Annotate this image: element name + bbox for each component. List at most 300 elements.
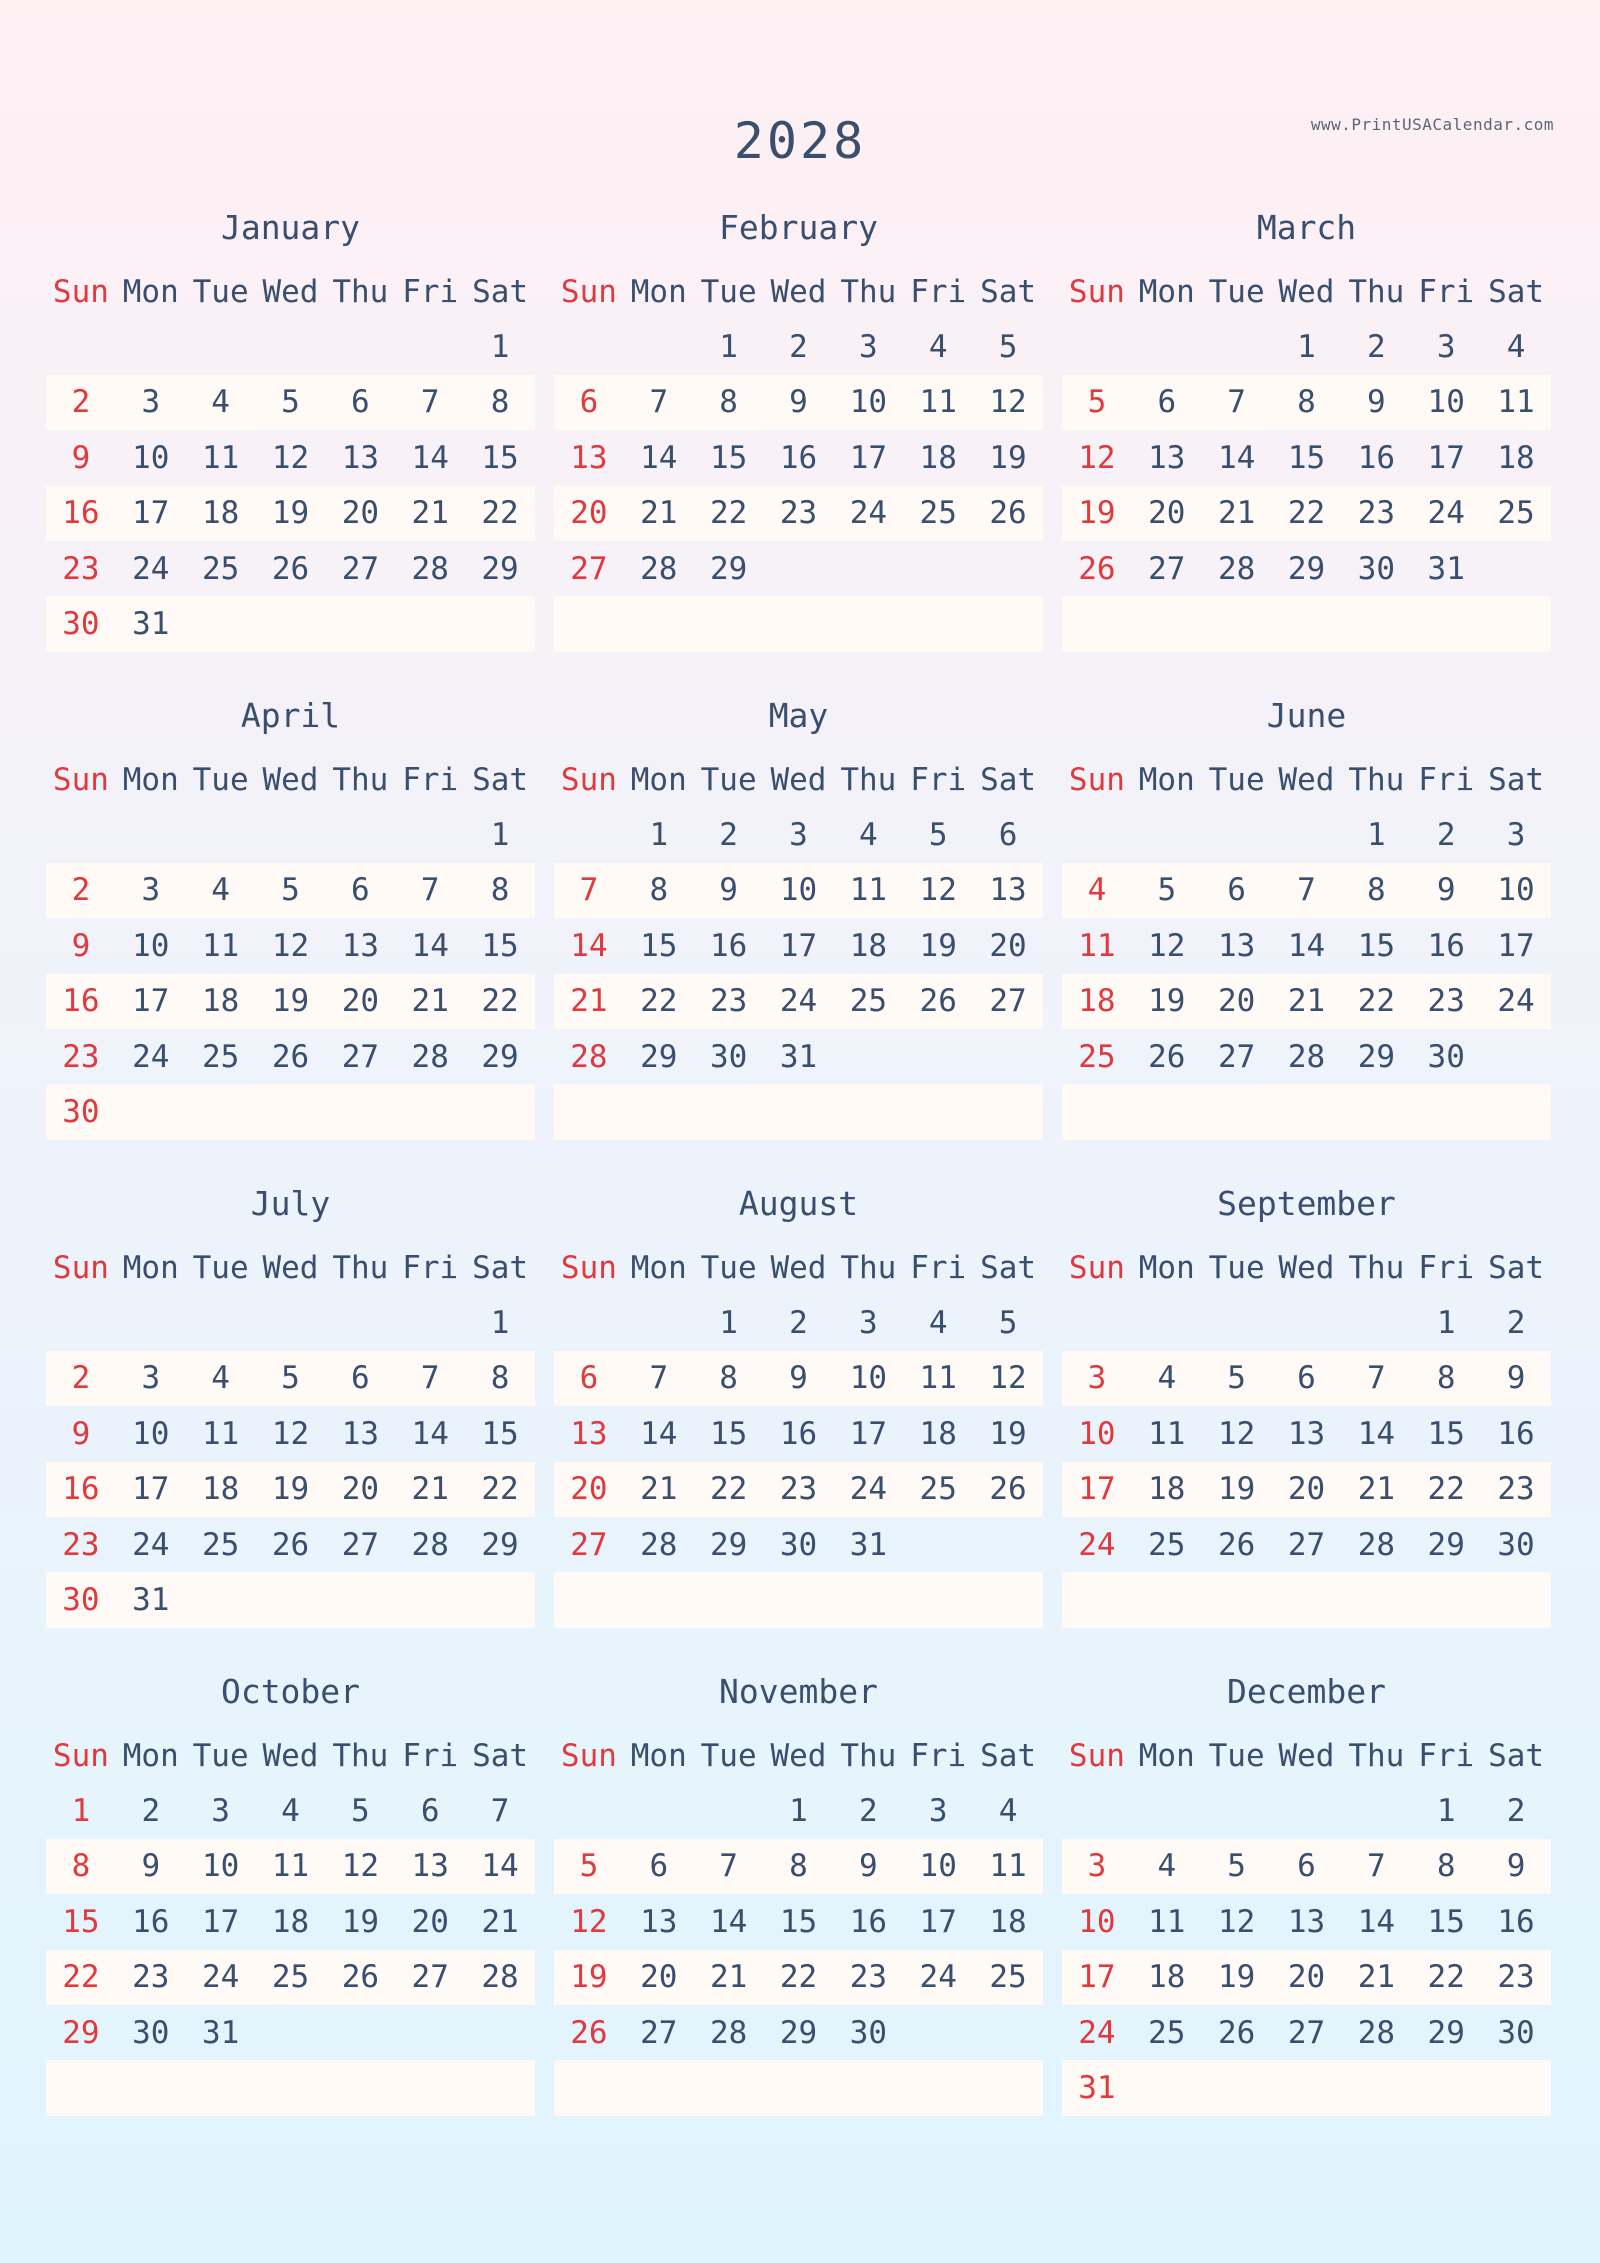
month-may — [554, 688, 1043, 1176]
day-cell: 28 — [1287, 1038, 1326, 1075]
day-cell: 13 — [570, 439, 608, 476]
day-cell: 12 — [271, 1415, 310, 1452]
week-row — [554, 2005, 1043, 2060]
day-cell: 30 — [1497, 1526, 1535, 1563]
month-september — [1062, 1176, 1551, 1664]
week-row — [554, 1572, 1043, 1627]
week-row — [554, 918, 1043, 973]
weekday-label: Tue — [1208, 1737, 1265, 1774]
day-cell: 14 — [570, 927, 608, 964]
day-cell: 4 — [211, 384, 230, 421]
week-row — [46, 596, 535, 651]
day-cell: 19 — [1078, 495, 1116, 532]
day-cell: 19 — [989, 1415, 1027, 1452]
day-cell: 23 — [62, 1038, 100, 1075]
day-cell: 2 — [789, 1305, 808, 1342]
week-row — [554, 1783, 1043, 1838]
day-cell: 25 — [919, 1471, 957, 1508]
year-title: 2028 — [733, 112, 867, 170]
calendar-grid — [46, 200, 1552, 2152]
weekday-label: Wed — [262, 1737, 319, 1774]
day-cell: 20 — [341, 1471, 380, 1508]
day-cell: 6 — [1157, 384, 1177, 421]
weekday-header — [1062, 264, 1551, 319]
day-cell: 20 — [989, 927, 1027, 964]
weekday-label: Fri — [910, 1737, 967, 1774]
weekday-label: Fri — [402, 761, 459, 798]
day-cell: 22 — [62, 1959, 100, 1996]
week-row — [46, 1406, 535, 1461]
day-cell: 14 — [411, 1415, 449, 1452]
day-cell: 1 — [490, 329, 510, 366]
day-cell: 11 — [271, 1848, 310, 1885]
weekday-label: Sun — [1068, 761, 1125, 798]
weekday-label: Sun — [1068, 273, 1125, 310]
day-cell: 28 — [1357, 2014, 1396, 2051]
weekday-label: Fri — [1418, 761, 1475, 798]
day-cell: 29 — [709, 550, 748, 587]
day-cell: 26 — [1078, 550, 1116, 587]
day-cell: 18 — [1148, 1471, 1186, 1508]
weekday-label: Sat — [472, 1249, 529, 1286]
week-row — [1062, 319, 1551, 374]
day-cell: 3 — [1436, 329, 1456, 366]
day-cell: 11 — [201, 439, 240, 476]
day-cell: 9 — [789, 1360, 808, 1397]
week-row — [46, 1517, 535, 1572]
week-row — [46, 1029, 535, 1084]
weekday-label: Wed — [262, 761, 319, 798]
day-cell: 5 — [928, 817, 948, 854]
day-cell: 5 — [281, 384, 300, 421]
day-cell: 11 — [1078, 927, 1116, 964]
week-row — [554, 596, 1043, 651]
day-cell: 11 — [1148, 1415, 1186, 1452]
day-cell: 21 — [1357, 1471, 1396, 1508]
day-cell: 24 — [849, 495, 888, 532]
day-cell: 11 — [849, 872, 888, 909]
weekday-label: Sat — [472, 761, 529, 798]
day-cell: 5 — [998, 329, 1018, 366]
week-row — [1062, 1839, 1551, 1894]
weekday-header — [46, 1240, 535, 1295]
day-cell: 6 — [420, 1793, 440, 1830]
weekday-label: Fri — [402, 273, 459, 310]
weekday-label: Mon — [122, 1249, 179, 1286]
day-cell: 9 — [1506, 1360, 1526, 1397]
day-cell: 3 — [1087, 1848, 1107, 1885]
day-cell: 21 — [709, 1959, 748, 1996]
day-cell: 15 — [640, 927, 678, 964]
day-cell: 6 — [1297, 1848, 1316, 1885]
weekday-label: Thu — [840, 761, 897, 798]
day-cell: 20 — [411, 1903, 449, 1940]
day-cell: 21 — [411, 495, 449, 532]
day-cell: 6 — [649, 1848, 669, 1885]
week-row — [1062, 807, 1551, 862]
day-cell: 7 — [420, 384, 440, 421]
week-row — [1062, 541, 1551, 596]
week-row — [46, 974, 535, 1029]
weekday-label: Wed — [262, 273, 319, 310]
weekday-label: Sat — [980, 273, 1037, 310]
month-title: July — [250, 1184, 331, 1223]
day-cell: 28 — [411, 550, 449, 587]
day-cell: 7 — [420, 1360, 440, 1397]
day-cell: 3 — [789, 817, 808, 854]
day-cell: 12 — [1148, 927, 1186, 964]
month-november — [554, 1664, 1043, 2152]
day-cell: 4 — [998, 1793, 1018, 1830]
day-cell: 9 — [71, 439, 91, 476]
day-cell: 19 — [271, 1471, 310, 1508]
weekday-label: Sat — [472, 273, 529, 310]
day-cell: 18 — [919, 439, 957, 476]
weekday-label: Wed — [770, 273, 827, 310]
day-cell: 24 — [1078, 2014, 1116, 2051]
day-cell: 6 — [579, 384, 599, 421]
day-cell: 27 — [570, 550, 608, 587]
week-row — [554, 1406, 1043, 1461]
day-cell: 29 — [481, 1526, 519, 1563]
day-cell: 11 — [919, 1360, 957, 1397]
day-cell: 12 — [1078, 439, 1116, 476]
week-row — [554, 1950, 1043, 2005]
day-cell: 30 — [1357, 550, 1396, 587]
day-cell: 14 — [1217, 439, 1256, 476]
day-cell: 18 — [1497, 439, 1535, 476]
week-row — [554, 1295, 1043, 1350]
day-cell: 24 — [132, 550, 170, 587]
weekday-label: Sun — [560, 1737, 617, 1774]
day-cell: 2 — [141, 1793, 161, 1830]
day-cell: 28 — [570, 1038, 608, 1075]
day-cell: 12 — [989, 384, 1027, 421]
weekday-header — [554, 752, 1043, 807]
day-cell: 11 — [1497, 384, 1535, 421]
day-cell: 30 — [709, 1038, 748, 1075]
day-cell: 21 — [411, 983, 449, 1020]
day-cell: 17 — [201, 1903, 240, 1940]
week-row — [554, 974, 1043, 1029]
week-row — [1062, 1517, 1551, 1572]
day-cell: 11 — [1148, 1903, 1186, 1940]
month-april — [46, 688, 535, 1176]
day-cell: 5 — [1227, 1848, 1246, 1885]
weekday-label: Wed — [262, 1249, 319, 1286]
weekday-label: Thu — [332, 273, 389, 310]
day-cell: 5 — [281, 1360, 300, 1397]
day-cell: 6 — [1297, 1360, 1316, 1397]
week-row — [554, 863, 1043, 918]
month-august — [554, 1176, 1043, 1664]
day-cell: 22 — [709, 495, 748, 532]
day-cell: 22 — [779, 1959, 818, 1996]
day-cell: 11 — [201, 1415, 240, 1452]
week-row — [46, 1572, 535, 1627]
day-cell: 24 — [849, 1471, 888, 1508]
day-cell: 3 — [141, 1360, 161, 1397]
day-cell: 2 — [1506, 1793, 1526, 1830]
day-cell: 8 — [1436, 1360, 1456, 1397]
day-cell: 18 — [919, 1415, 957, 1452]
day-cell: 5 — [1087, 384, 1107, 421]
weekday-label: Sat — [1488, 1249, 1545, 1286]
weekday-label: Thu — [840, 273, 897, 310]
day-cell: 25 — [271, 1959, 310, 1996]
day-cell: 3 — [141, 872, 161, 909]
day-cell: 27 — [1287, 2014, 1326, 2051]
week-row — [554, 1839, 1043, 1894]
day-cell: 24 — [201, 1959, 240, 1996]
day-cell: 10 — [132, 927, 170, 964]
day-cell: 4 — [1087, 872, 1107, 909]
weekday-label: Fri — [910, 761, 967, 798]
day-cell: 25 — [201, 550, 240, 587]
day-cell: 18 — [201, 1471, 240, 1508]
day-cell: 9 — [1367, 384, 1386, 421]
day-cell: 13 — [341, 439, 380, 476]
month-title: September — [1217, 1184, 1396, 1223]
day-cell: 29 — [709, 1526, 748, 1563]
day-cell: 21 — [1357, 1959, 1396, 1996]
day-cell: 16 — [62, 495, 100, 532]
day-cell: 19 — [1217, 1471, 1256, 1508]
weekday-label: Thu — [1348, 273, 1405, 310]
week-row — [46, 1894, 535, 1949]
weekday-label: Mon — [122, 273, 179, 310]
day-cell: 22 — [709, 1471, 748, 1508]
week-row — [1062, 1406, 1551, 1461]
day-cell: 15 — [481, 1415, 519, 1452]
day-cell: 22 — [1357, 983, 1396, 1020]
weekday-label: Fri — [910, 1249, 967, 1286]
day-cell: 1 — [789, 1793, 808, 1830]
day-cell: 23 — [849, 1959, 888, 1996]
day-cell: 1 — [1436, 1305, 1456, 1342]
day-cell: 15 — [481, 927, 519, 964]
day-cell: 25 — [201, 1038, 240, 1075]
day-cell: 17 — [132, 495, 170, 532]
day-cell: 13 — [341, 927, 380, 964]
day-cell: 11 — [989, 1848, 1027, 1885]
day-cell: 23 — [62, 550, 100, 587]
day-cell: 22 — [481, 1471, 519, 1508]
weekday-label: Sun — [1068, 1737, 1125, 1774]
day-cell: 28 — [1357, 1526, 1396, 1563]
week-row — [554, 1462, 1043, 1517]
weekday-label: Fri — [1418, 1737, 1475, 1774]
weekday-header — [46, 1728, 535, 1783]
day-cell: 14 — [1357, 1903, 1396, 1940]
day-cell: 28 — [640, 1526, 678, 1563]
day-cell: 4 — [1157, 1848, 1177, 1885]
weekday-label: Thu — [1348, 1737, 1405, 1774]
day-cell: 19 — [271, 983, 310, 1020]
day-cell: 1 — [719, 1305, 738, 1342]
day-cell: 29 — [1357, 1038, 1396, 1075]
day-cell: 4 — [928, 329, 948, 366]
day-cell: 7 — [1367, 1848, 1386, 1885]
month-title: December — [1227, 1672, 1386, 1711]
day-cell: 20 — [1148, 495, 1186, 532]
week-row — [554, 541, 1043, 596]
day-cell: 11 — [201, 927, 240, 964]
day-cell: 14 — [481, 1848, 519, 1885]
day-cell: 30 — [1497, 2014, 1535, 2051]
day-cell: 5 — [579, 1848, 599, 1885]
day-cell: 14 — [640, 1415, 678, 1452]
week-row — [46, 319, 535, 374]
day-cell: 2 — [789, 329, 808, 366]
day-cell: 15 — [1427, 1903, 1465, 1940]
day-cell: 6 — [351, 872, 370, 909]
week-row — [554, 1894, 1043, 1949]
day-cell: 28 — [640, 550, 678, 587]
weekday-label: Mon — [630, 273, 687, 310]
day-cell: 27 — [640, 2014, 678, 2051]
weekday-header — [46, 264, 535, 319]
day-cell: 13 — [1287, 1903, 1326, 1940]
day-cell: 19 — [1217, 1959, 1256, 1996]
week-row — [1062, 596, 1551, 651]
day-cell: 13 — [989, 872, 1027, 909]
weekday-label: Wed — [1278, 1737, 1335, 1774]
month-title: June — [1266, 696, 1347, 735]
day-cell: 2 — [859, 1793, 878, 1830]
weekday-label: Thu — [1348, 761, 1405, 798]
day-cell: 23 — [1497, 1471, 1535, 1508]
day-cell: 18 — [849, 927, 888, 964]
weekday-header — [554, 1240, 1043, 1295]
day-cell: 16 — [1497, 1903, 1535, 1940]
day-cell: 20 — [570, 495, 608, 532]
day-cell: 1 — [490, 817, 510, 854]
day-cell: 10 — [132, 439, 170, 476]
day-cell: 7 — [420, 872, 440, 909]
day-cell: 4 — [1157, 1360, 1177, 1397]
month-february — [554, 200, 1043, 688]
week-row — [554, 807, 1043, 862]
weekday-label: Sat — [1488, 761, 1545, 798]
day-cell: 9 — [71, 927, 91, 964]
day-cell: 18 — [989, 1903, 1027, 1940]
day-cell: 19 — [341, 1903, 380, 1940]
weekday-header — [554, 1728, 1043, 1783]
day-cell: 8 — [1436, 1848, 1456, 1885]
day-cell: 25 — [1078, 1038, 1116, 1075]
day-cell: 5 — [1227, 1360, 1246, 1397]
day-cell: 28 — [411, 1526, 449, 1563]
day-cell: 7 — [649, 384, 669, 421]
day-cell: 9 — [71, 1415, 91, 1452]
weekday-label: Wed — [770, 1249, 827, 1286]
weekday-label: Tue — [1208, 1249, 1265, 1286]
day-cell: 25 — [1497, 495, 1535, 532]
day-cell: 10 — [1427, 384, 1465, 421]
day-cell: 26 — [570, 2014, 608, 2051]
day-cell: 11 — [919, 384, 957, 421]
day-cell: 17 — [849, 1415, 888, 1452]
day-cell: 19 — [989, 439, 1027, 476]
day-cell: 10 — [1078, 1903, 1116, 1940]
day-cell: 29 — [640, 1038, 678, 1075]
week-row — [554, 1029, 1043, 1084]
weekday-label: Fri — [402, 1249, 459, 1286]
day-cell: 25 — [919, 495, 957, 532]
day-cell: 18 — [271, 1903, 310, 1940]
weekday-label: Sun — [560, 273, 617, 310]
weekday-label: Thu — [332, 1737, 389, 1774]
day-cell: 26 — [341, 1959, 380, 1996]
weekday-label: Tue — [192, 1249, 249, 1286]
day-cell: 18 — [1078, 983, 1116, 1020]
day-cell: 31 — [201, 2014, 240, 2051]
day-cell: 23 — [1497, 1959, 1535, 1996]
day-cell: 23 — [709, 983, 748, 1020]
day-cell: 12 — [919, 872, 957, 909]
day-cell: 21 — [411, 1471, 449, 1508]
week-row — [554, 486, 1043, 541]
month-title: May — [768, 696, 829, 735]
day-cell: 4 — [211, 1360, 230, 1397]
day-cell: 27 — [1287, 1526, 1326, 1563]
day-cell: 3 — [211, 1793, 230, 1830]
day-cell: 2 — [1367, 329, 1386, 366]
day-cell: 30 — [62, 1094, 100, 1131]
day-cell: 31 — [849, 1526, 888, 1563]
weekday-label: Thu — [332, 1249, 389, 1286]
weekday-label: Sun — [560, 1249, 617, 1286]
month-title: April — [240, 696, 341, 735]
day-cell: 4 — [928, 1305, 948, 1342]
day-cell: 8 — [1297, 384, 1316, 421]
day-cell: 26 — [271, 1038, 310, 1075]
day-cell: 15 — [709, 439, 748, 476]
day-cell: 30 — [132, 2014, 170, 2051]
day-cell: 25 — [989, 1959, 1027, 1996]
day-cell: 15 — [709, 1415, 748, 1452]
day-cell: 5 — [281, 872, 300, 909]
day-cell: 8 — [1367, 872, 1386, 909]
day-cell: 24 — [1078, 1526, 1116, 1563]
day-cell: 1 — [1367, 817, 1386, 854]
day-cell: 5 — [998, 1305, 1018, 1342]
day-cell: 27 — [341, 1038, 380, 1075]
week-row — [1062, 430, 1551, 485]
day-cell: 13 — [1287, 1415, 1326, 1452]
day-cell: 9 — [1436, 872, 1456, 909]
weekday-label: Sun — [1068, 1249, 1125, 1286]
day-cell: 17 — [1497, 927, 1535, 964]
week-row — [1062, 863, 1551, 918]
day-cell: 18 — [201, 983, 240, 1020]
day-cell: 12 — [989, 1360, 1027, 1397]
day-cell: 3 — [928, 1793, 948, 1830]
day-cell: 23 — [132, 1959, 170, 1996]
day-cell: 29 — [481, 1038, 519, 1075]
day-cell: 22 — [1427, 1471, 1465, 1508]
weekday-label: Tue — [1208, 761, 1265, 798]
day-cell: 6 — [351, 384, 370, 421]
day-cell: 26 — [271, 550, 310, 587]
day-cell: 23 — [62, 1526, 100, 1563]
day-cell: 30 — [62, 1582, 100, 1619]
week-row — [46, 2060, 535, 2115]
week-row — [46, 1295, 535, 1350]
day-cell: 15 — [481, 439, 519, 476]
day-cell: 24 — [1427, 495, 1465, 532]
